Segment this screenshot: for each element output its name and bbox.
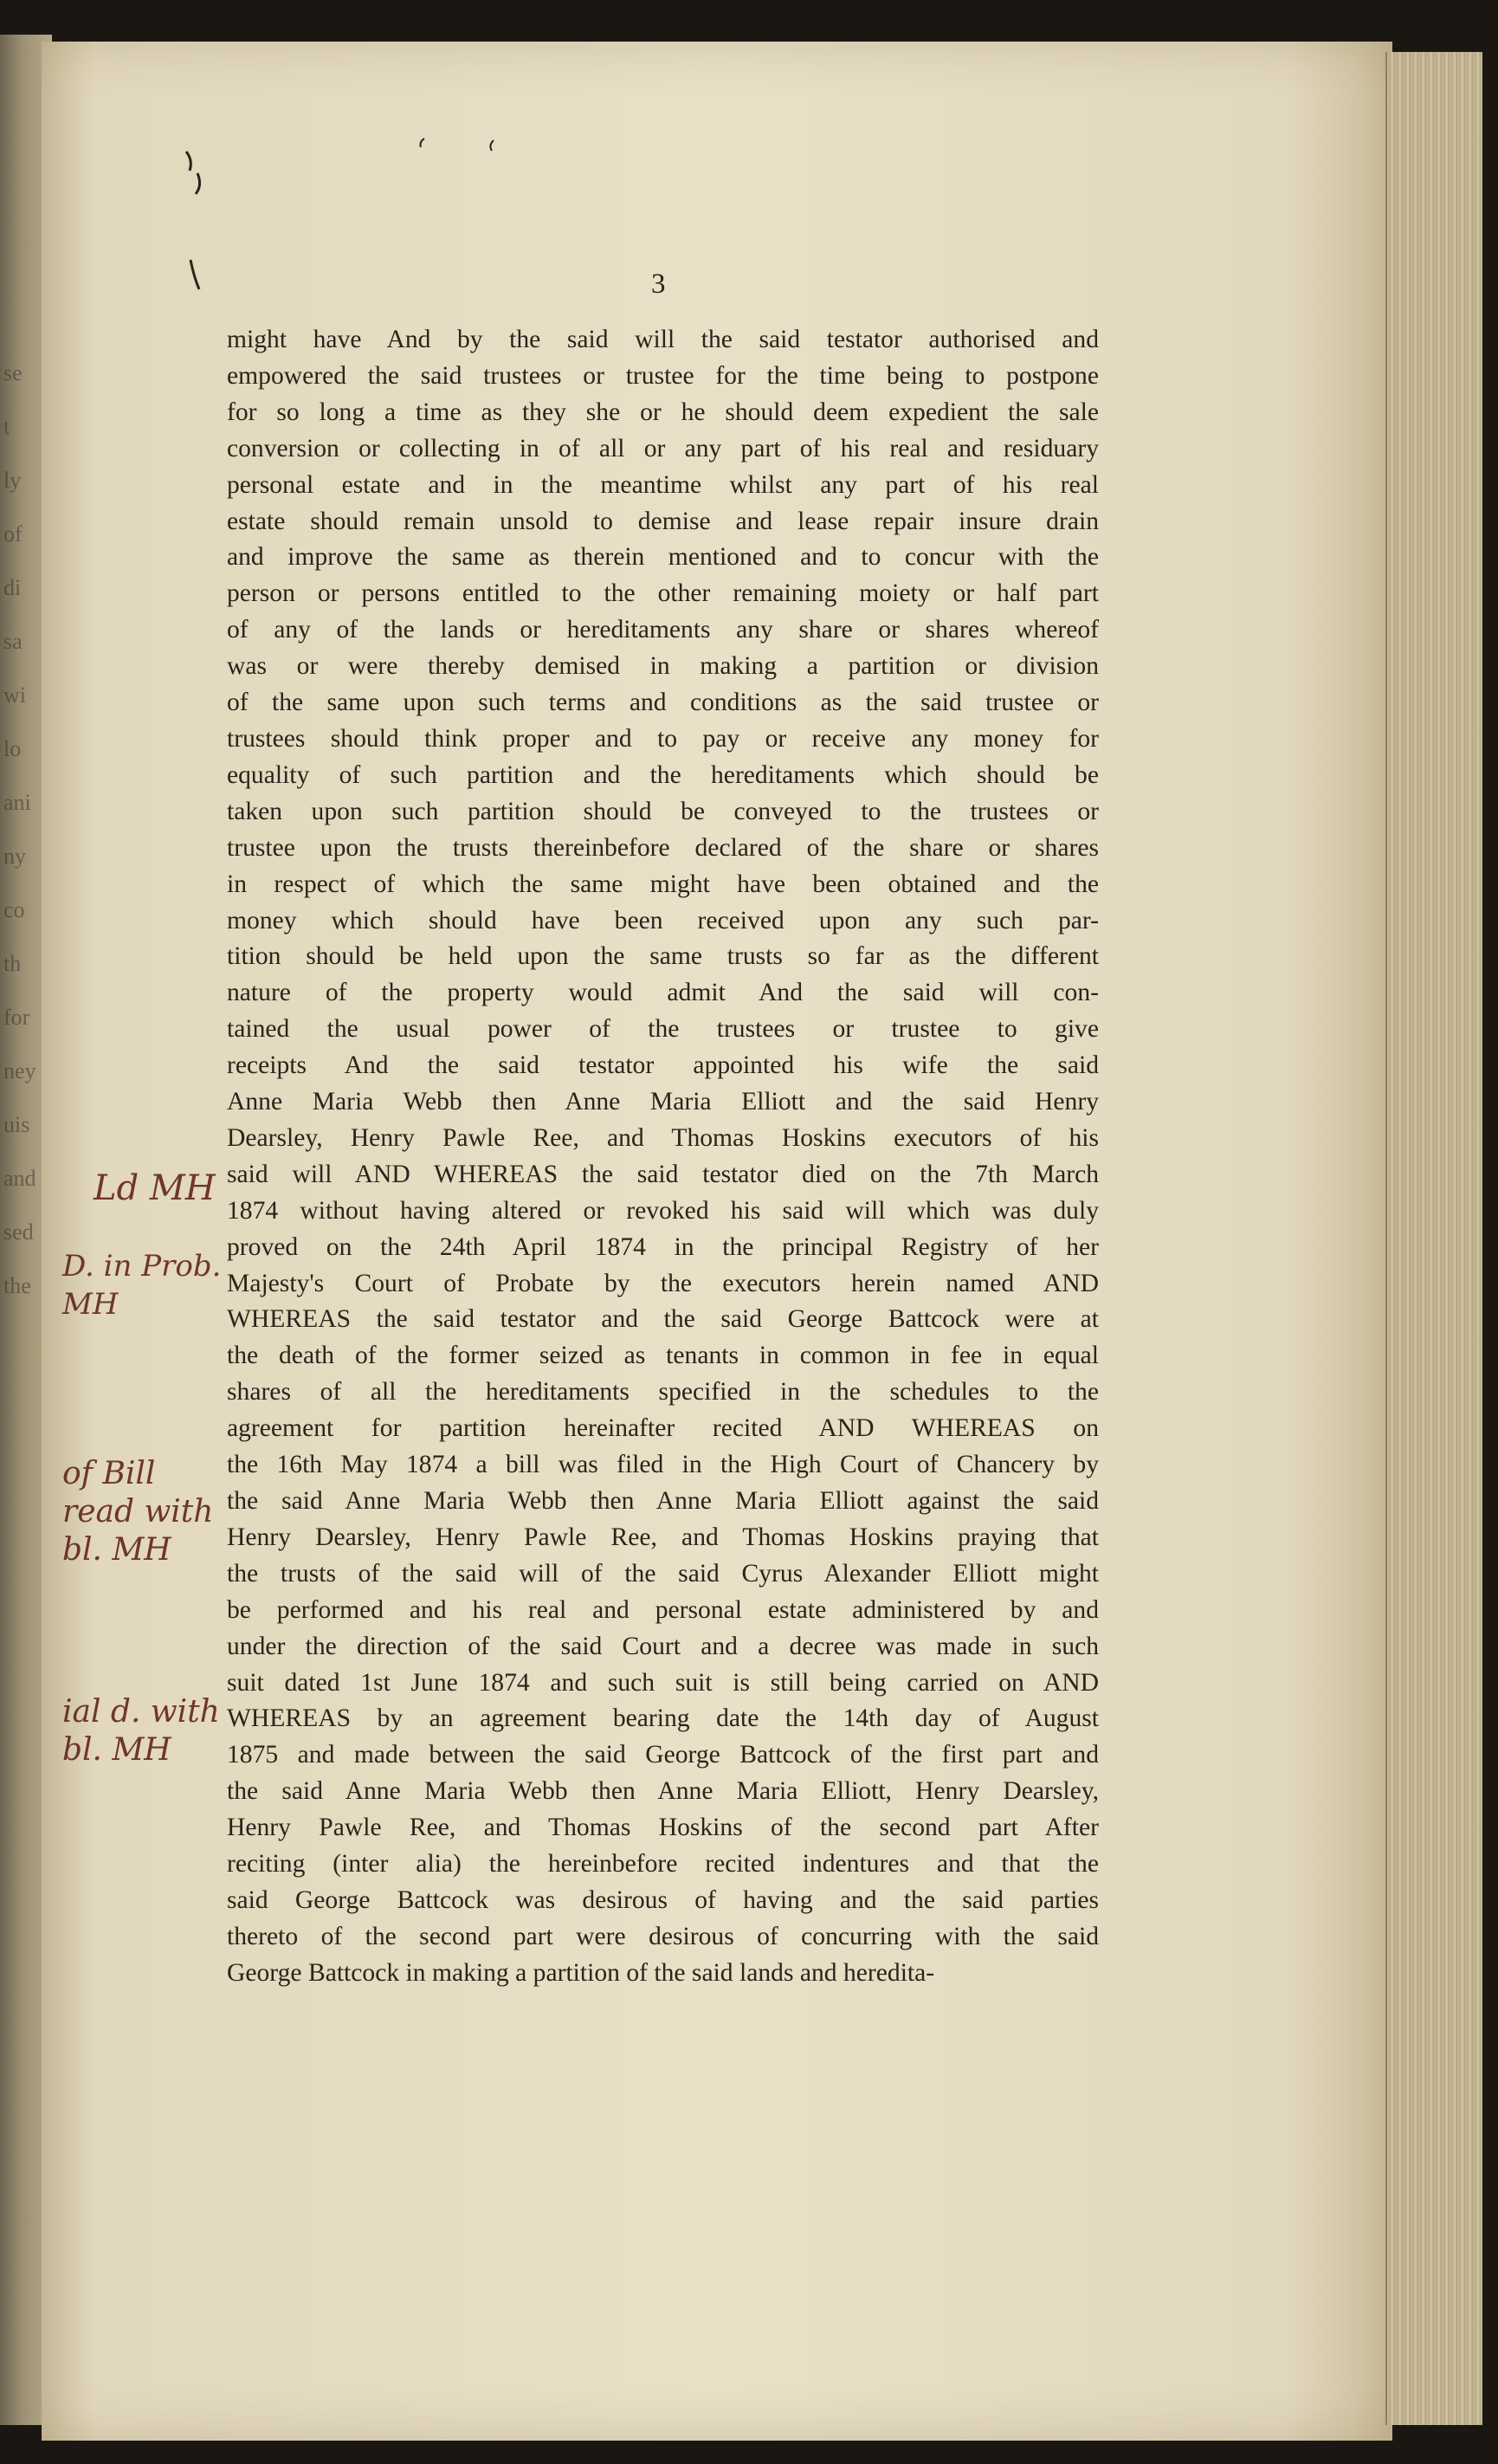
text-line: estate should remain unsold to demise and lease repair insure drain (227, 507, 1099, 535)
page-stack-edges (1385, 52, 1482, 2425)
text-line: conversion or collecting in of all or any part of his real and residuary (227, 434, 1099, 462)
text-line: George Battcock in making a partition of the said lands and heredita- (227, 1958, 935, 1987)
text-line: the death of the former seized as tenants in common in fee in equal (227, 1342, 1099, 1370)
text-line: of the same upon such terms and conditions as the said trustee or (227, 689, 1099, 717)
text-line: might have And by the said will the said testator authorised and (227, 326, 1099, 353)
text-line: WHEREAS the said testator and the said George Battcock were at (227, 1305, 1099, 1334)
text-line: for so long a time as they she or he should deem expedient the sale (227, 398, 1099, 426)
margin-note-probate: D. in Prob. MH (62, 1249, 222, 1322)
text-line: in respect of which the same might have been obtained and the (227, 870, 1099, 898)
text-line: proved on the 24th April 1874 in the principal Registry of her (227, 1232, 1099, 1261)
binding-marks (173, 121, 537, 336)
text-line: shares of all the hereditaments specified in the schedules to the (227, 1378, 1099, 1407)
text-line: WHEREAS by an agreement bearing date the 14th day of August (227, 1704, 1099, 1733)
text-line: money which should have been received upon any such par- (227, 906, 1099, 935)
text-line: said will AND WHEREAS the said testator died on the 7th March (227, 1160, 1099, 1188)
text-line: the 16th May 1874 a bill was filed in the High Court of Chancery by (227, 1451, 1099, 1479)
text-line: Henry Pawle Ree, and Thomas Hoskins of the second part After (227, 1814, 1099, 1842)
text-line: be performed and his real and personal estate administered by and (227, 1595, 1099, 1624)
text-line: 1875 and made between the said George Battcock of the first part and (227, 1741, 1099, 1769)
text-line: Majesty's Court of Probate by the executors herein named AND (227, 1269, 1099, 1297)
margin-note-agreement: ial d. with bl. MH (62, 1694, 220, 1768)
text-line: Anne Maria Webb then Anne Maria Elliott and the said Henry (227, 1088, 1099, 1116)
text-line: tained the usual power of the trustees or trustee to give (227, 1015, 1099, 1044)
text-line: receipts And the said testator appointed his wife the said (227, 1051, 1099, 1080)
margin-note-initials: Ld MH (94, 1168, 216, 1208)
margin-note-bill: of Bill read with bl. MH (62, 1456, 214, 1568)
text-line: trustees should think proper and to pay or receive any money for (227, 724, 1099, 753)
text-line: thereto of the second part were desirous of concurring with the said (227, 1922, 1099, 1950)
text-line: and improve the same as therein mentioned and to concur with the (227, 543, 1099, 572)
text-line: agreement for partition hereinafter recited AND WHEREAS on (227, 1414, 1099, 1443)
text-line: equality of such partition and the hereditaments which should be (227, 760, 1099, 789)
facing-page-fragments: se t ly of di sa wi lo ani ny co th for ney uis and sed the (3, 360, 36, 1298)
page-number: 3 (651, 268, 666, 300)
text-line: tition should be held upon the same trusts so far as the different (227, 942, 1099, 971)
text-line: under the direction of the said Court and a decree was made in such (227, 1632, 1099, 1660)
text-line: Dearsley, Henry Pawle Ree, and Thomas Hoskins executors of his (227, 1123, 1099, 1152)
text-line: trustee upon the trusts thereinbefore declared of the share or shares (227, 833, 1099, 862)
text-line: was or were thereby demised in making a partition or division (227, 652, 1099, 681)
text-line: the said Anne Maria Webb then Anne Maria Elliott, Henry Dearsley, (227, 1777, 1099, 1806)
text-line: said George Battcock was desirous of having and the said parties (227, 1885, 1099, 1914)
text-line: the trusts of the said will of the said Cyrus Alexander Elliott might (227, 1559, 1099, 1588)
text-line: reciting (inter alia) the hereinbefore recited indentures and that the (227, 1850, 1099, 1879)
text-line: taken upon such partition should be conveyed to the trustees or (227, 797, 1099, 825)
text-line: the said Anne Maria Webb then Anne Maria Elliott against the said (227, 1487, 1099, 1515)
document-body (227, 322, 1099, 1992)
text-line: Henry Dearsley, Henry Pawle Ree, and Thomas Hoskins praying that (227, 1523, 1099, 1551)
text-line: of any of the lands or hereditaments any share or shares whereof (227, 616, 1099, 644)
text-line: 1874 without having altered or revoked his said will which was duly (227, 1196, 1099, 1225)
text-line: empowered the said trustees or trustee for the time being to postpone (227, 361, 1099, 390)
text-line: suit dated 1st June 1874 and such suit is still being carried on AND (227, 1668, 1099, 1697)
text-line: nature of the property would admit And the said will con- (227, 979, 1099, 1007)
text-line: person or persons entitled to the other remaining moiety or half part (227, 579, 1099, 608)
text-line: personal estate and in the meantime whilst any part of his real (227, 470, 1099, 499)
